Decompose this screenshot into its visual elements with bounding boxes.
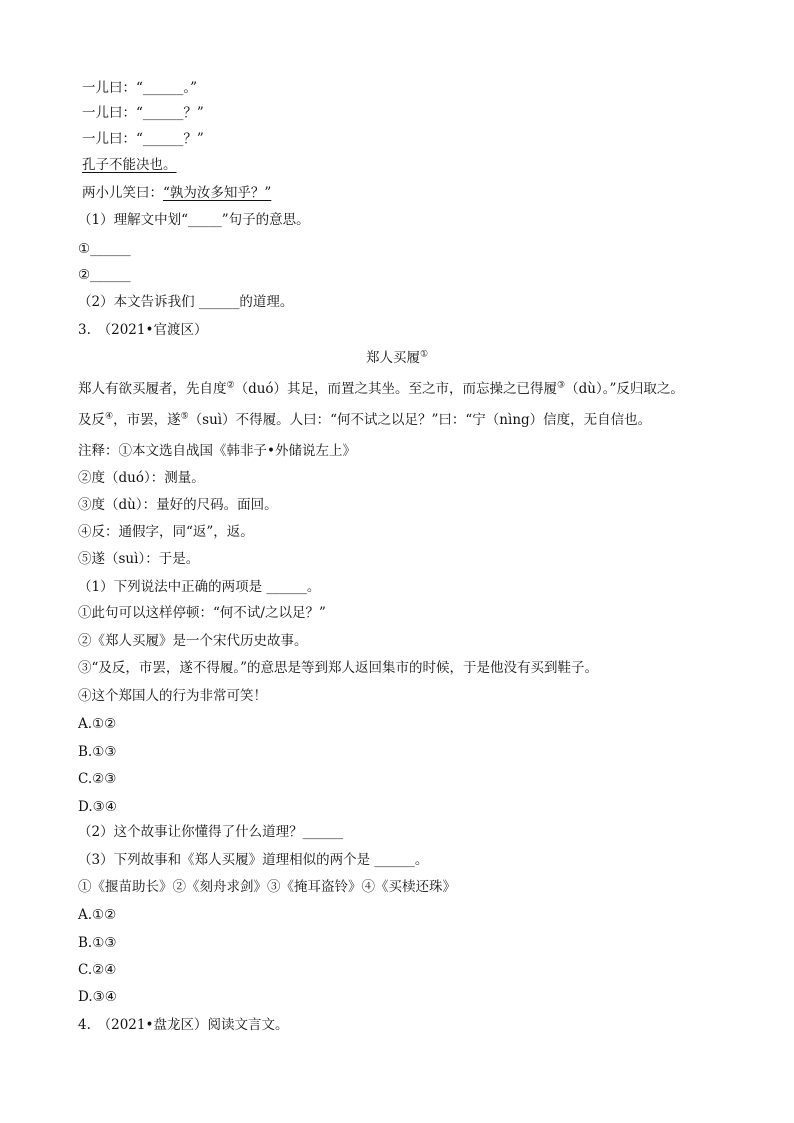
- question-2-2: （2）本文告诉我们 ______的道理。: [78, 294, 294, 310]
- passage-text: （suì）不得履。人曰：“何不试之以足？”曰：“宁（nìng）信度，无自信也。: [188, 412, 652, 428]
- question-3-header: 3. （2021•官渡区）: [78, 322, 208, 338]
- passage-text: ，市罢，遂: [113, 412, 181, 428]
- answer-2-1-b: ②______: [78, 267, 131, 283]
- dialogue-line-3: 一儿曰：“______？”: [82, 131, 204, 147]
- question-3-1: （1）下列说法中正确的两项是 ______。: [78, 579, 321, 595]
- option-d: D.③④: [78, 989, 117, 1005]
- option-d: D.③④: [78, 799, 117, 815]
- passage-title-text: 郑人买履: [365, 350, 420, 366]
- note-line: ④反：通假字，同“返”，返。: [78, 524, 254, 540]
- question-3-3: （3）下列故事和《郑人买履》道理相似的两个是 ______。: [78, 852, 429, 868]
- dialogue-line-1: 一儿曰：“______。”: [82, 80, 198, 96]
- kongzi-line: 孔子不能决也。: [82, 157, 177, 173]
- passage-title-note: ①: [419, 349, 429, 360]
- statement-item: ③“及反，市罢，遂不得履。”的意思是等到郑人返回集市的时候，于是他没有买到鞋子。: [78, 660, 599, 676]
- note-line: ②度（duó）：测量。: [78, 470, 205, 486]
- footnote-marker: ③: [557, 380, 566, 391]
- statement-item: ②《郑人买履》是一个宋代历史故事。: [78, 633, 308, 649]
- passage-title: [0, 349, 794, 367]
- two-kids-prefix: 两小儿笑曰：: [82, 185, 163, 201]
- option-c: C.②③: [78, 771, 117, 787]
- statement-item: ④这个郑国人的行为非常可笑！: [78, 688, 267, 704]
- option-b: B.①③: [78, 744, 117, 760]
- footnote-marker: ⑤: [180, 411, 189, 422]
- note-line: 注释：①本文选自战国《韩非子•外储说左上》: [78, 443, 356, 459]
- option-c: C.②④: [78, 962, 117, 978]
- question-3-2: （2）这个故事让你懂得了什么道理？______: [78, 824, 344, 840]
- footnote-marker: ④: [105, 411, 114, 422]
- two-kids-quote: “孰为汝多知乎？”: [163, 185, 272, 201]
- option-a: A.①②: [78, 716, 117, 732]
- note-line: ⑤遂（suì）：于是。: [78, 551, 200, 567]
- two-kids-line: [82, 184, 271, 202]
- dialogue-line-2: 一儿曰：“______？”: [82, 105, 204, 121]
- story-list: ①《揠苗助长》②《刻舟求剑》③《掩耳盗铃》④《买椟还珠》: [78, 879, 456, 895]
- question-2-1: （1）理解文中划“_____”句子的意思。: [78, 212, 310, 228]
- statement-item: ①此句可以这样停顿：“何不试/之以足？”: [78, 605, 326, 621]
- note-line: ③度（dù）：量好的尺码。面回。: [78, 497, 278, 513]
- passage-text: （dù）。”反归取之。: [565, 381, 684, 397]
- passage-text: （duó）其足，而置之其坐。至之市，而忘操之已得履: [234, 381, 558, 397]
- option-a: A.①②: [78, 907, 117, 923]
- passage-text: 及反: [78, 412, 105, 428]
- option-b: B.①③: [78, 935, 117, 951]
- passage-text: 郑人有欲买履者，先自度: [78, 381, 227, 397]
- answer-2-1-a: ①______: [78, 241, 131, 257]
- footnote-marker: ②: [226, 380, 235, 391]
- passage-line-2: [78, 411, 651, 429]
- passage-line-1: [78, 380, 684, 398]
- question-4-header: 4. （2021•盘龙区）阅读文言文。: [78, 1017, 289, 1033]
